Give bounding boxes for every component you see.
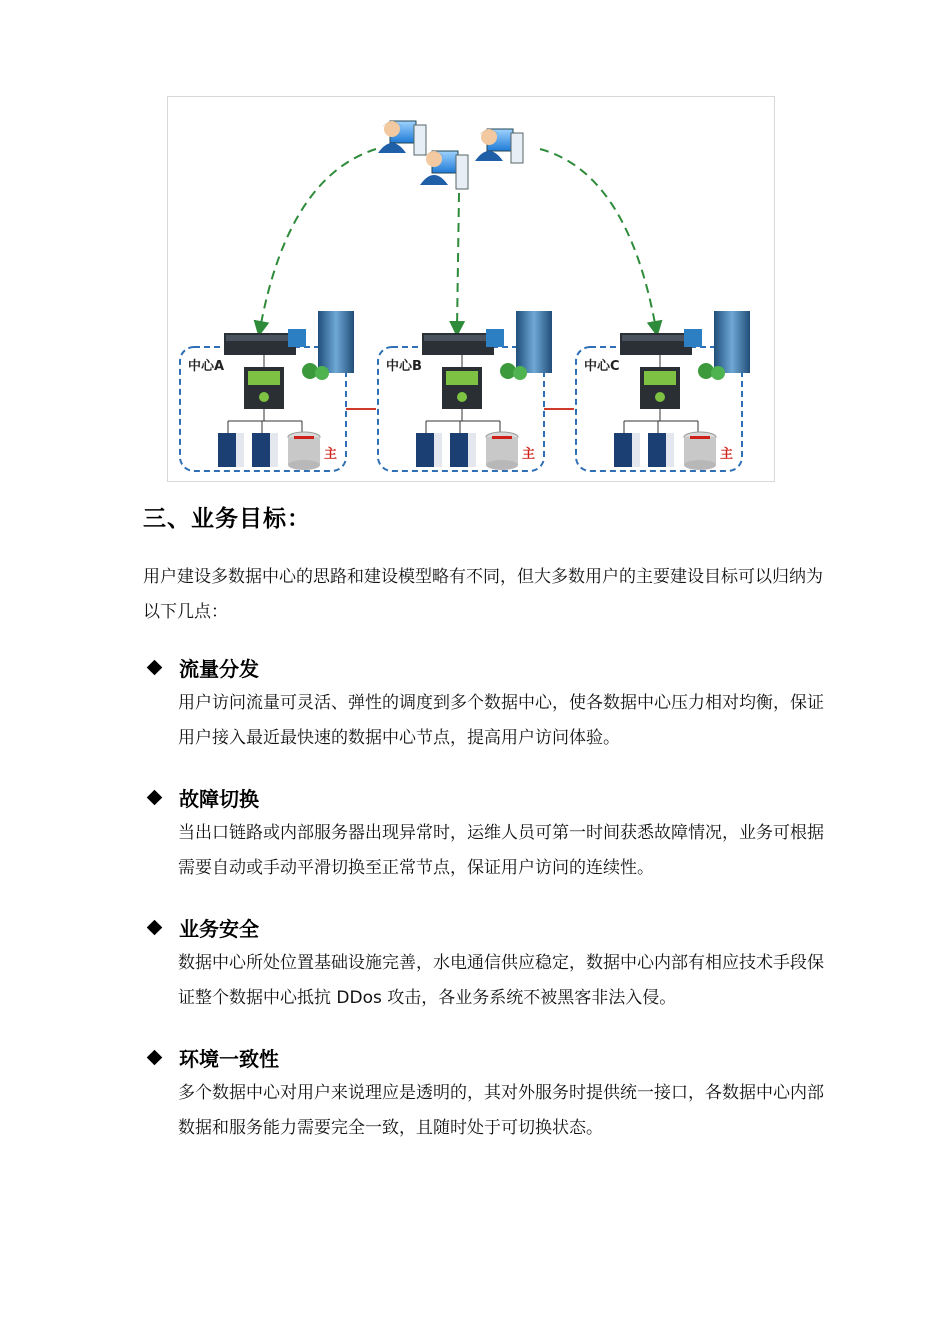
switch-icon (640, 367, 680, 409)
goal-body: 多个数据中心对用户来说理应是透明的，其对外服务时提供统一接口，各数据中心内部数据和服务能力需要完全一致，且随时处于可切换状态。 (178, 1083, 824, 1138)
goal-title: 流量分发 (179, 656, 259, 681)
goal-title: 环境一致性 (179, 1046, 279, 1071)
goal-body: 当出口链路或内部服务器出现异常时，运维人员可第一时间获悉故障情况，业务可根据需要自动或手动平滑切换至正常节点，保证用户访问的连续性。 (178, 823, 824, 878)
goal-body: 数据中心所处位置基础设施完善，水电通信供应稳定，数据中心内部有相应技术手段保证整个数据中心抵抗 DDos 攻击，各业务系统不被黑客非法入侵。 (178, 953, 824, 1008)
diamond-bullet-icon (147, 659, 163, 675)
intro-paragraph: 用户建设多数据中心的思路和建设模型略有不同，但大多数用户的主要建设目标可以归纳为以下几点： (143, 567, 823, 622)
building-icon (500, 311, 552, 380)
diamond-bullet-icon (147, 919, 163, 935)
building-icon (302, 311, 354, 380)
diamond-bullet-icon (147, 1049, 163, 1065)
database-icon (684, 432, 716, 470)
router-icon (422, 329, 504, 355)
link-to-center-b (457, 193, 459, 329)
goal-item (143, 912, 833, 1016)
center-b-label: 中心B (386, 359, 422, 374)
server-icon (252, 433, 278, 467)
link-to-center-a (260, 149, 376, 329)
server-icon (648, 433, 674, 467)
switch-icon (244, 367, 284, 409)
center-c-primary-mark: 主 (720, 447, 734, 462)
goal-title: 故障切换 (179, 786, 259, 811)
diamond-bullet-icon (147, 789, 163, 805)
diagram-canvas (168, 97, 776, 483)
server-icon (218, 433, 244, 467)
router-icon (224, 329, 306, 355)
user-workstations-icon (378, 121, 523, 189)
goal-item (143, 652, 833, 756)
network-diagram (167, 96, 775, 482)
database-icon (486, 432, 518, 470)
server-icon (416, 433, 442, 467)
switch-icon (442, 367, 482, 409)
goal-item (143, 1042, 833, 1146)
goal-title: 业务安全 (179, 916, 259, 941)
goal-body: 用户访问流量可灵活、弹性的调度到多个数据中心，使各数据中心压力相对均衡，保证用户接入最近最快速的数据中心节点，提高用户访问体验。 (178, 693, 824, 748)
database-icon (288, 432, 320, 470)
section-heading: 三、业务目标： (143, 506, 311, 532)
building-icon (698, 311, 750, 380)
server-icon (450, 433, 476, 467)
link-to-center-c (540, 149, 656, 329)
center-a-label: 中心A (188, 359, 225, 374)
center-a-primary-mark: 主 (324, 447, 338, 462)
center-b-primary-mark: 主 (522, 447, 536, 462)
router-icon (620, 329, 702, 355)
goal-item (143, 782, 833, 886)
center-c-label: 中心C (584, 359, 620, 374)
server-icon (614, 433, 640, 467)
